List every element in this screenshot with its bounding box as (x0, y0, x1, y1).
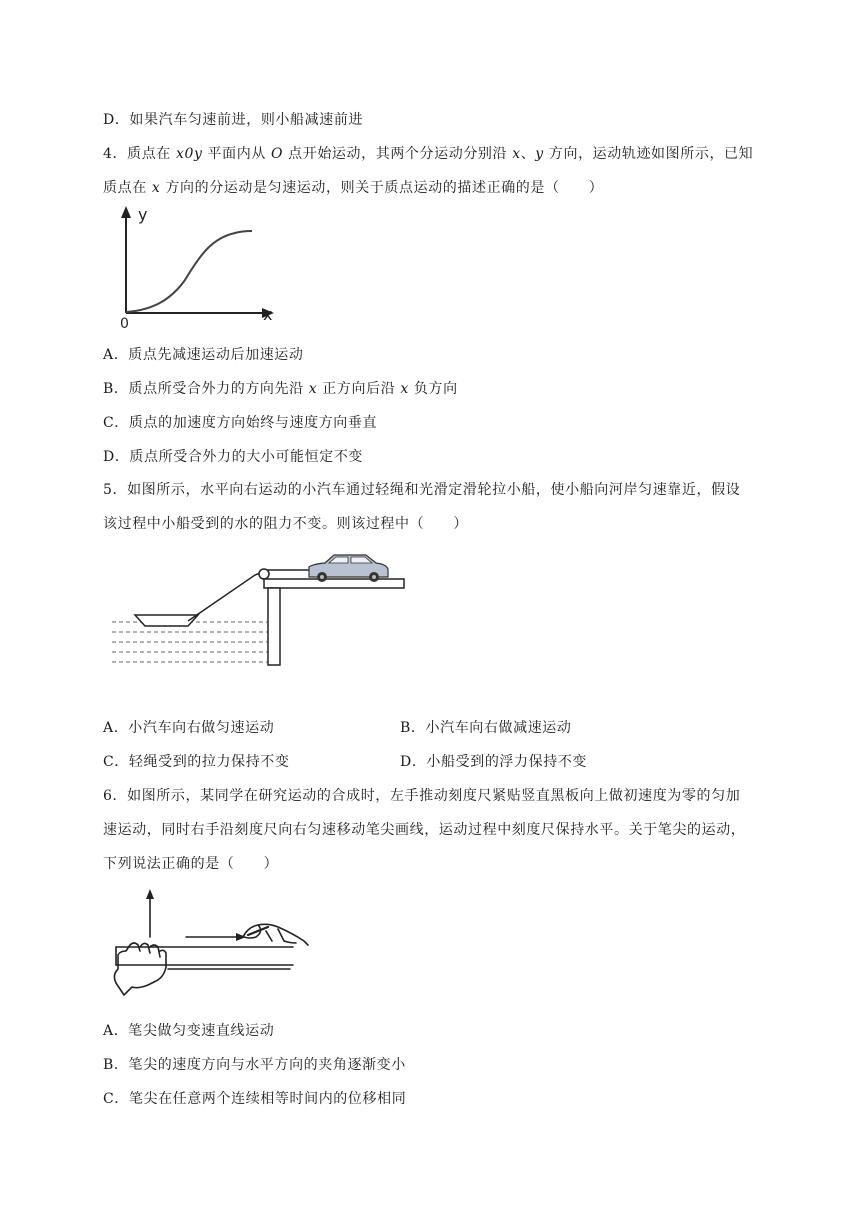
q4-option-d: D．质点所受合外力的大小可能恒定不变 (103, 449, 364, 465)
car-icon (309, 555, 388, 582)
q6-option-c: C．笔尖在任意两个连续相等时间内的位移相同 (103, 1091, 407, 1107)
dock-platform (264, 579, 404, 588)
rope (188, 570, 267, 621)
water-lines (112, 622, 270, 662)
q5-option-d: D．小船受到的浮力保持不变 (400, 754, 588, 770)
q6-ruler-hands-diagram (108, 885, 318, 1010)
q5-boat-car-diagram (110, 545, 420, 675)
q5-stem-line1: 5．如图所示，水平向右运动的小汽车通过轻绳和光滑定滑轮拉小船，使小船向河岸匀速靠近，假设 (103, 482, 741, 498)
q6-stem-line3: 下列说法正确的是（ ） (103, 856, 279, 872)
q4-option-c: C．质点的加速度方向始终与速度方向垂直 (103, 415, 378, 431)
q5-option-a: A．小汽车向右做匀速运动 (103, 720, 275, 736)
y-axis-label: y (138, 205, 148, 224)
q4-option-b: B．质点所受合外力的方向先沿 x 正方向后沿 x 负方向 (103, 381, 458, 397)
q5-option-b: B．小汽车向右做减速运动 (400, 720, 572, 736)
q6-stem-line1: 6．如图所示，某同学在研究运动的合成时，左手推动刻度尺紧贴竖直黑板向上做初速度为零的匀加 (103, 788, 741, 804)
q4-trajectory-graph (110, 200, 290, 335)
q6-option-b: B．笔尖的速度方向与水平方向的夹角逐渐变小 (103, 1057, 406, 1073)
q3-option-d: D．如果汽车匀速前进，则小船减速前进 (103, 112, 364, 128)
dock-pillar (268, 588, 280, 665)
origin-label: 0 (120, 316, 129, 332)
q4-stem-line2: 质点在 x 方向的分运动是匀速运动，则关于质点运动的描述正确的是（ ） (103, 180, 604, 196)
y-axis-arrow-icon (121, 206, 131, 218)
x-axis-label: x (263, 305, 273, 324)
q5-option-c: C．轻绳受到的拉力保持不变 (103, 754, 290, 770)
trajectory-curve (126, 231, 252, 312)
left-hand-icon (114, 943, 166, 995)
q4-option-a: A．质点先减速运动后加速运动 (103, 347, 304, 363)
q4-stem-line1: 4．质点在 x0y 平面内从 O 点开始运动，其两个分运动分别沿 x、y 方向，运动轨迹如图所示，已知 (103, 146, 754, 162)
q5-stem-line2: 该过程中小船受到的水的阻力不变。则该过程中（ ） (103, 516, 468, 532)
right-hand-icon (243, 924, 308, 945)
q6-stem-line2: 速运动，同时右手沿刻度尺向右匀速移动笔尖画线，运动过程中刻度尺保持水平。关于笔尖的运动， (103, 822, 746, 838)
q6-option-a: A．笔尖做匀变速直线运动 (103, 1023, 275, 1039)
